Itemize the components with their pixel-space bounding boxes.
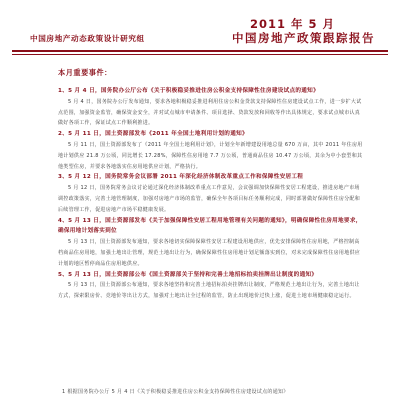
header-date: 2011 年 5 月 (250, 17, 336, 31)
item-heading-4: 4、5 月 13 日，国土资源部发布《关于加强保障性安居工程用地管理有关问题的通知》，明确保障性住房用地要求，确保用地计划落实到位 (58, 217, 362, 235)
footnote: 1 根据国务院办公厅 5 月 4 日《关于积极稳妥推进住房公积金支持保障性住房建设试点的通知》 (62, 389, 289, 395)
item-heading-2: 2、5 月 11 日，国土资源部发布《2011 年全国土地利用计划的通知》 (58, 131, 248, 138)
item-body-5: 5 月 13 日，国土资源部公布通知，要求各地坚持和完善土地招标拍卖挂牌出让制度，严格规范土地出让行为，完善土地出让方式，探索限房价、竞地价等出让方式，加强对土地出让全过程的监管，防止出现地价过快上涨，促进土地市场健康稳定运行。 (58, 282, 360, 300)
header-rule-thin (12, 54, 388, 55)
item-heading-5: 5、5 月 13 日，国土资源部公布《国土资源部关于坚持和完善土地招标拍卖挂牌出让制度的通知》 (58, 271, 318, 278)
document-body (58, 86, 364, 302)
item-body-2: 5 月 11 日，国土资源部发布了《2011 年全国土地利用计划》，计划全年新增建设用地总量 670 万亩，其中 2011 年住房用地计划供应 21.8 万公顷，同比增长 17.28%，保障性住房用地 7.7 万公顷，普通商品住房 10.47 万公顷，其余为中小套型和其他类型住房，并要求各地落实住房用地供应计划，严格执行。 (58, 141, 363, 170)
item-heading-3: 3、5 月 12 日，国务院常务会议部署 2011 年深化经济体制改革重点工作和保障性安居工程 (58, 174, 304, 181)
header-rule-thick (12, 50, 388, 52)
item-body-1: 5 月 4 日，国务院办公厅发布通知，要求各地积极稳妥推进利用住房公积金贷款支持保障性住房建设试点工作，进一步扩大试点范围，加强资金监管，确保资金安全，并对试点城市申请条件、项目选择、贷款发放和回收等作出具体规定，要求试点城市认真做好各项工作，保证试点工作顺利推进。 (58, 98, 362, 127)
section-heading: 本月重要事件： (58, 68, 112, 77)
report-title: 中国房地产政策跟踪报告 (232, 31, 375, 45)
item-body-4: 5 月 13 日，国土资源部发布通知，要求各地切实保障保障性安居工程建设用地供应，优先安排保障性住房用地，严格控制高档商品住房用地，加强土地出让管理，规范土地出让行为，确保保障性住房用地计划足额落实到位，对未完成保障性住房用地供应计划的地区暂停商品住房用地供应。 (58, 239, 361, 267)
item-body-3: 5 月 12 日，国务院常务会议讨论通过深化经济体制改革重点工作意见，会议强调加快保障性安居工程建设，推进房地产市场调控政策落实，完善土地管理制度，加强对房地产市场的监管，确保全年各项目标任务顺利完成，同时部署做好保障性住房分配和后续管理工作，促进房地产市场平稳健康发展。 (58, 185, 361, 213)
header-left-text: 中国房地产动态政策设计研究组 (30, 34, 145, 43)
item-heading-1: 1、5 月 4 日，国务院办公厅公布《关于积极稳妥推进住房公积金支持保障性住房建设试点的通知》 (58, 88, 319, 94)
